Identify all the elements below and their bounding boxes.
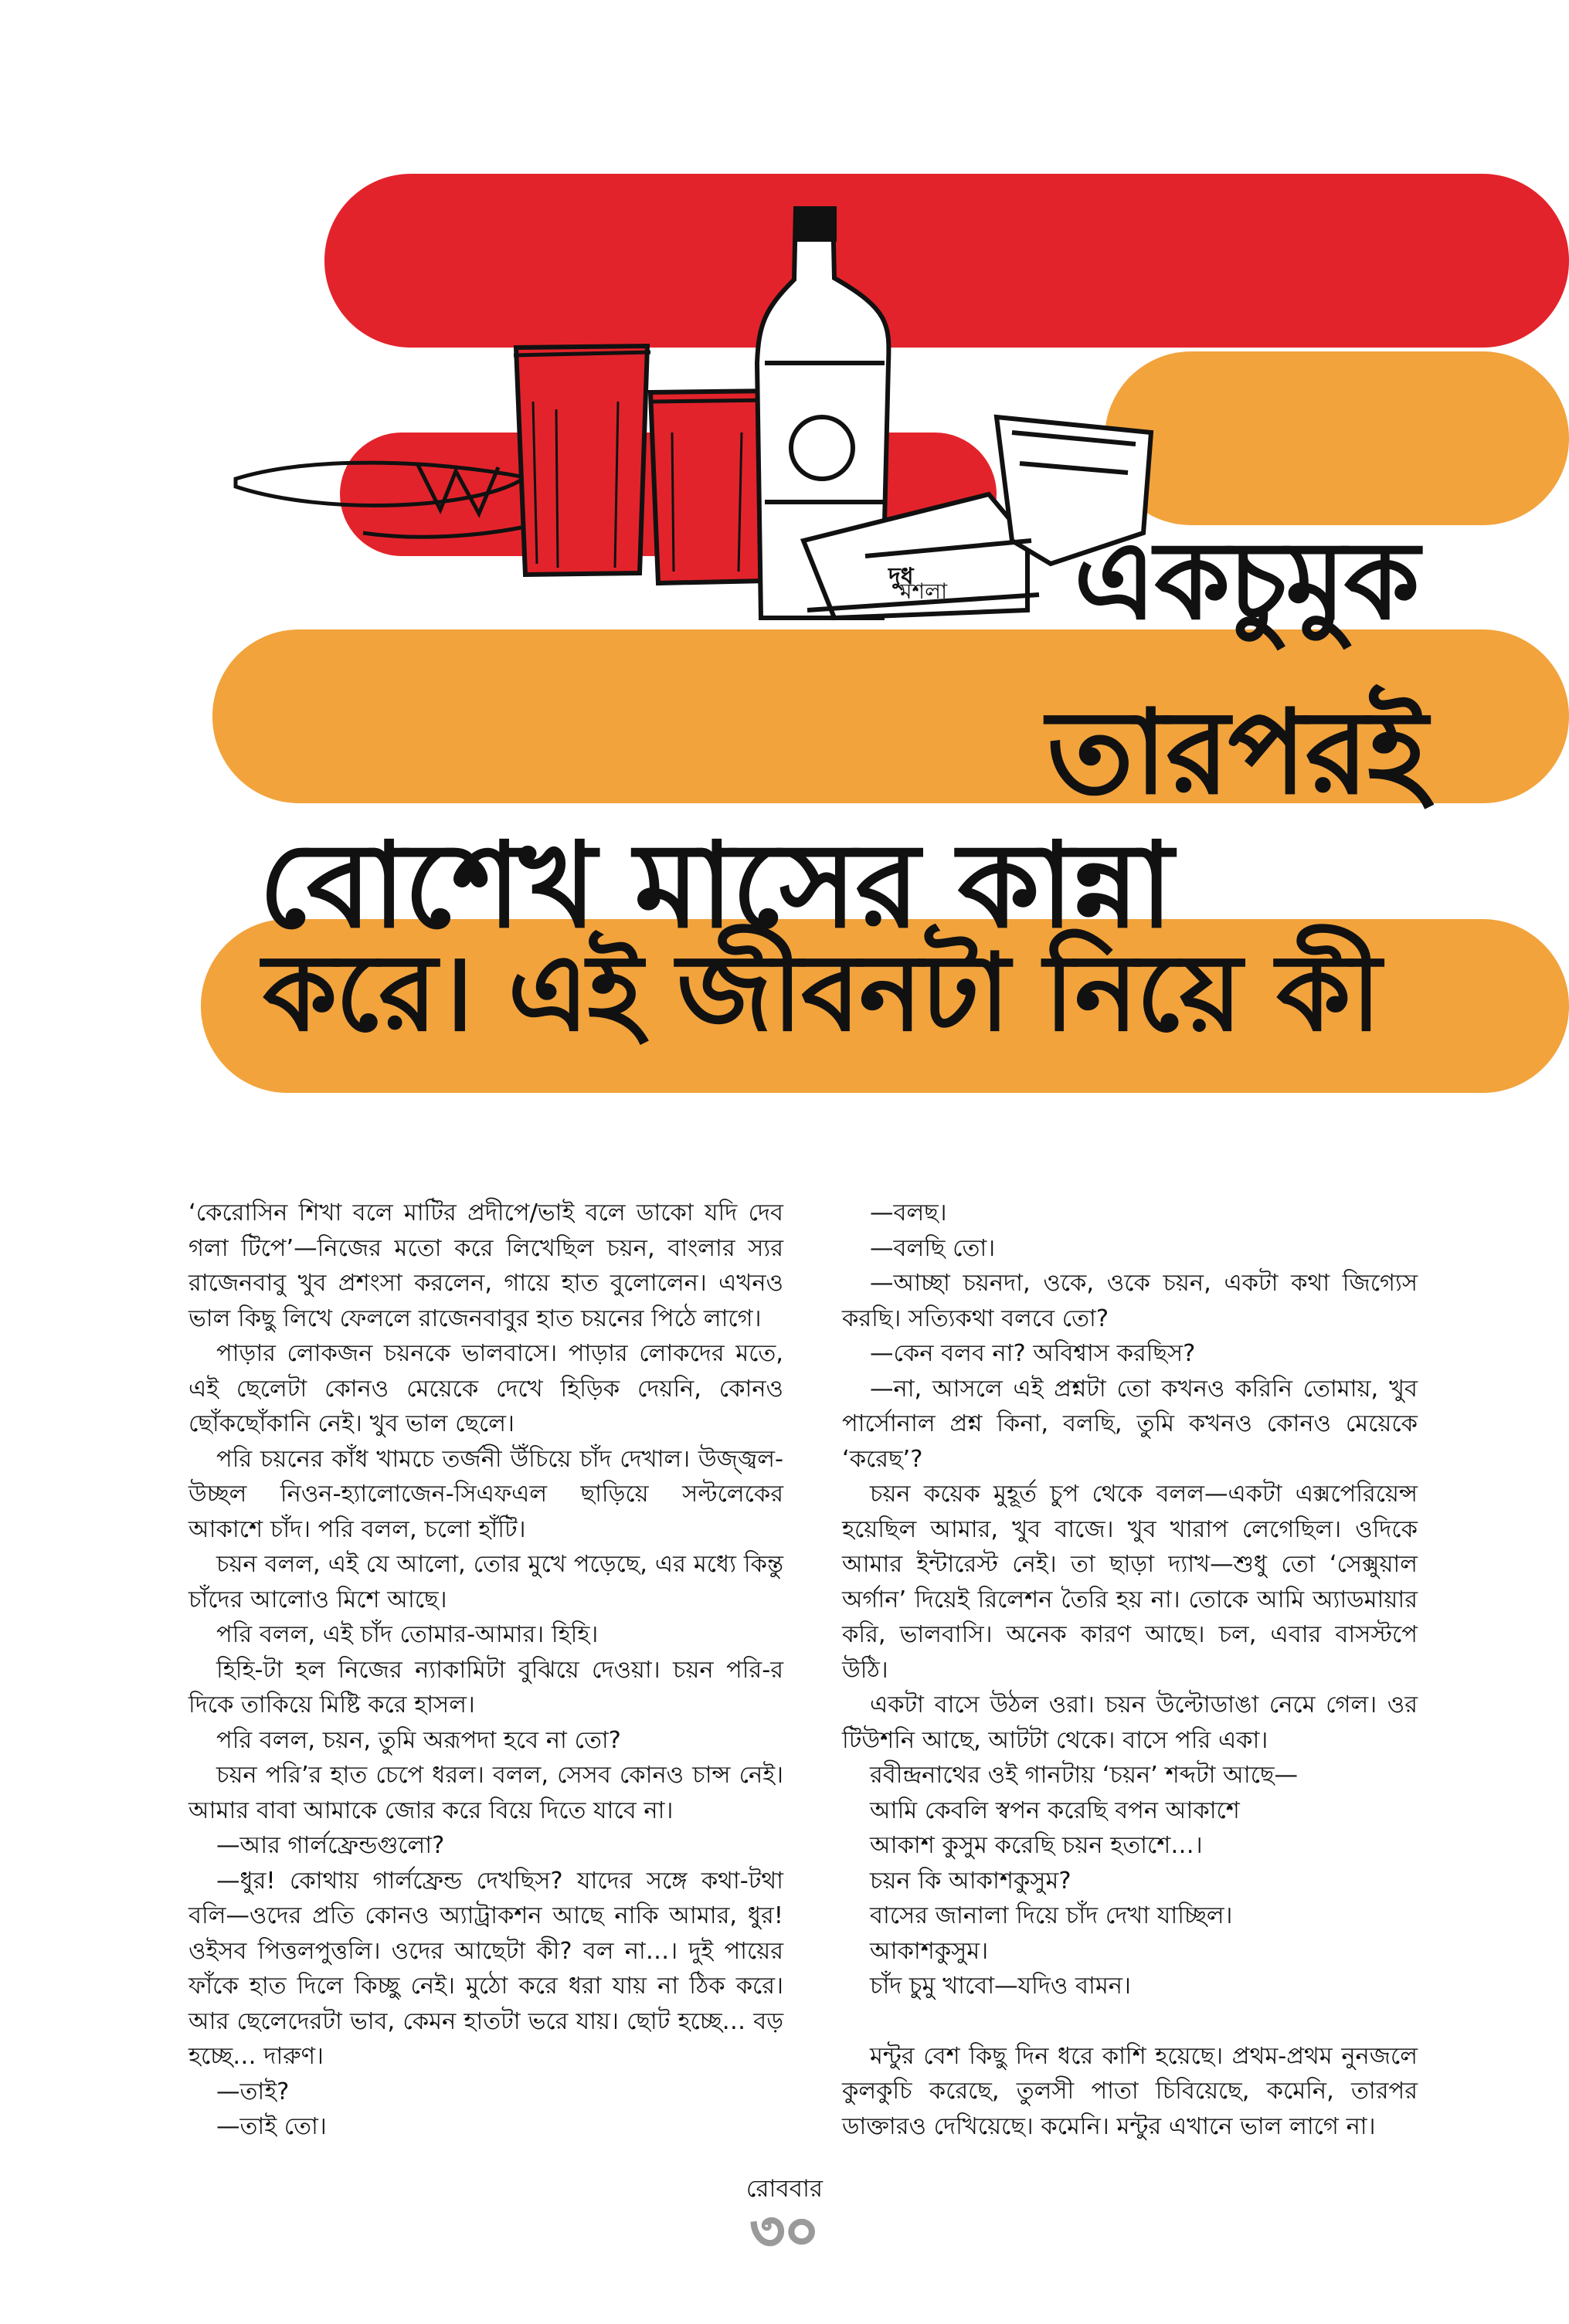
paragraph: চাঁদ চুমু খাবো—যদিও বামন। (870, 1973, 1131, 2000)
paragraph: পাড়ার লোকজন চয়নকে ভালবাসে। পাড়ার লোকদের মতে, এই ছেলেটা কোনও মেয়েকে দেখে হিড়িক দেয়নি, কোনও ছোঁকছোঁকানি নেই। খুব ভাল ছেলে। (188, 1340, 783, 1437)
paragraph: হিহি-টা হল নিজের ন্যাকামিটা বুঝিয়ে দেওয়া। চয়ন পরি-র দিকে তাকিয়ে মিষ্টি করে হাসল। (188, 1656, 783, 1718)
paragraph: মন্টুর বেশ কিছু দিন ধরে কাশি হয়েছে। প্রথম-প্রথম নুনজলে কুলকুচি করেছে, তুলসী পাতা চিবিয়েছে, কমেনি, তারপর ডাক্তারও দেখিয়েছে। কমেনি। মন্টুর এখানে ভাল লাগে না। (842, 2042, 1418, 2140)
article-column-right (842, 1196, 1418, 2144)
paragraph: একটা বাসে উঠল ওরা। চয়ন উল্টোডাঙা নেমে গেল। ওর টিউশনি আছে, আটটা থেকে। বাসে পরি একা। (842, 1691, 1418, 1754)
packet-label: মশলা (900, 578, 948, 604)
paragraph: —আচ্ছা চয়নদা, ওকে, ওকে চয়ন, একটা কথা জিগ্যেস করছি। সত্যিকথা বলবে তো? (842, 1270, 1418, 1332)
carton-label: দুধ (888, 563, 914, 590)
verse-line: আকাশ কুসুম করেছি চয়ন হতাশে…। (870, 1832, 1203, 1859)
paragraph: —তাই তো। (216, 2113, 327, 2140)
paragraph: রবীন্দ্রনাথের ওই গানটায় ‘চয়ন’ শব্দটা আছে— (870, 1762, 1299, 1789)
paragraph: ‘কেরোসিন শিখা বলে মাটির প্রদীপে/ভাই বলে ডাকো যদি দেব গলা টিপে’—নিজের মতো করে লিখেছিল চয়ন, বাংলার স্যর রাজেনবাবু খুব প্রশংসা করলেন, গায়ে হাত বুলোলেন। এখনও ভাল কিছু লিখে ফেললে রাজেনবাবুর হাত চয়নের পিঠে লাগে। (188, 1199, 783, 1332)
paragraph: —বলছ। (870, 1199, 947, 1226)
paragraph: আকাশকুসুম। (870, 1937, 989, 1965)
page-number: ৩০ (750, 2201, 819, 2262)
paragraph: পরি বলল, চয়ন, তুমি অরূপদা হবে না তো? (216, 1726, 621, 1754)
paragraph: —কেন বলব না? অবিশ্বাস করছিস? (870, 1340, 1196, 1367)
paragraph: চয়ন কয়েক মুহূর্ত চুপ থেকে বলল—একটা এক্সপেরিয়েন্স হয়েছিল আমার, খুব বাজে। খুব খারাপ লেগেছিল। ওদিকে আমার ইন্টারেস্ট নেই। তা ছাড়া দ্যাখ—শুধু তো ‘সেক্সুয়াল অর্গান’ দিয়েই রিলেশন তৈরি হয় না। তোকে আমি অ্যাডমায়ার করি, ভালবাসি। অনেক কারণ আছে। চল, এবার বাসস্টপে উঠি। (842, 1481, 1418, 1684)
paragraph: পরি চয়নের কাঁধ খামচে তর্জনী উঁচিয়ে চাঁদ দেখাল। উজ্জ্বল-উচ্ছল নিওন-হ্যালোজেন-সিএফএল ছাড়িয়ে সল্টলেকের আকাশে চাঁদ। পরি বলল, চলো হাঁটি। (188, 1445, 783, 1543)
headline-line-1: একচুমুক (1074, 518, 1418, 644)
glass-small (650, 391, 773, 583)
headline-line-2: তারপরই (1047, 686, 1426, 820)
red-stripe-top (324, 174, 1569, 348)
paragraph: —আর গার্লফ্রেন্ডগুলো? (216, 1832, 445, 1859)
verse-line: আমি কেবলি স্বপন করেছি বপন আকাশে (870, 1796, 1240, 1824)
article-column-left (188, 1196, 783, 2145)
glass-large (514, 346, 650, 575)
magazine-name: রোববার (745, 2175, 824, 2203)
paragraph: —বলছি তো। (870, 1234, 996, 1262)
paragraph: পরি বলল, এই চাঁদ তোমার-আমার। হিহি। (216, 1621, 599, 1648)
headline-line-4: করে। এই জীবনটা নিয়ে কী (263, 931, 1381, 1055)
paragraph: চয়ন বলল, এই যে আলো, তোর মুখে পড়েছে, এর মধ্যে কিন্তু চাঁদের আলোও মিশে আছে। (188, 1551, 783, 1613)
headline-line-3: বোশেখ মাসের কান্না (259, 817, 1172, 954)
paragraph: —তাই? (216, 2078, 290, 2105)
paragraph: বাসের জানালা দিয়ে চাঁদ দেখা যাচ্ছিল। (870, 1902, 1233, 1929)
paragraph: চয়ন কি আকাশকুসুম? (870, 1867, 1071, 1895)
paragraph: —না, আসলে এই প্রশ্নটা তো কখনও করিনি তোমায়, খুব পার্সোনাল প্রশ্ন কিনা, বলছি, তুমি কখনও কোনও মেয়েকে ‘করেছ’? (842, 1375, 1418, 1473)
paragraph: চয়ন পরি’র হাত চেপে ধরল। বলল, সেসব কোনও চান্স নেই। আমার বাবা আমাকে জোর করে বিয়ে দিতে যাবে না। (188, 1762, 783, 1824)
paragraph: —ধুর! কোথায় গার্লফ্রেন্ড দেখছিস? যাদের সঙ্গে কথা-টথা বলি—ওদের প্রতি কোনও অ্যাট্রাকশন আছে নাকি আমার, ধুর! ওইসব পিত্তলপুত্তলি। ওদের আছেটা কী? বল না…। দুই পায়ের ফাঁকে হাত দিলে কিচ্ছু নেই। মুঠো করে ধরা যায় না ঠিক করে। আর ছেলেদেরটা ভাব, কেমন হাতটা ভরে যায়। ছোট হচ্ছে… বড় হচ্ছে… দারুণ। (188, 1867, 783, 2070)
